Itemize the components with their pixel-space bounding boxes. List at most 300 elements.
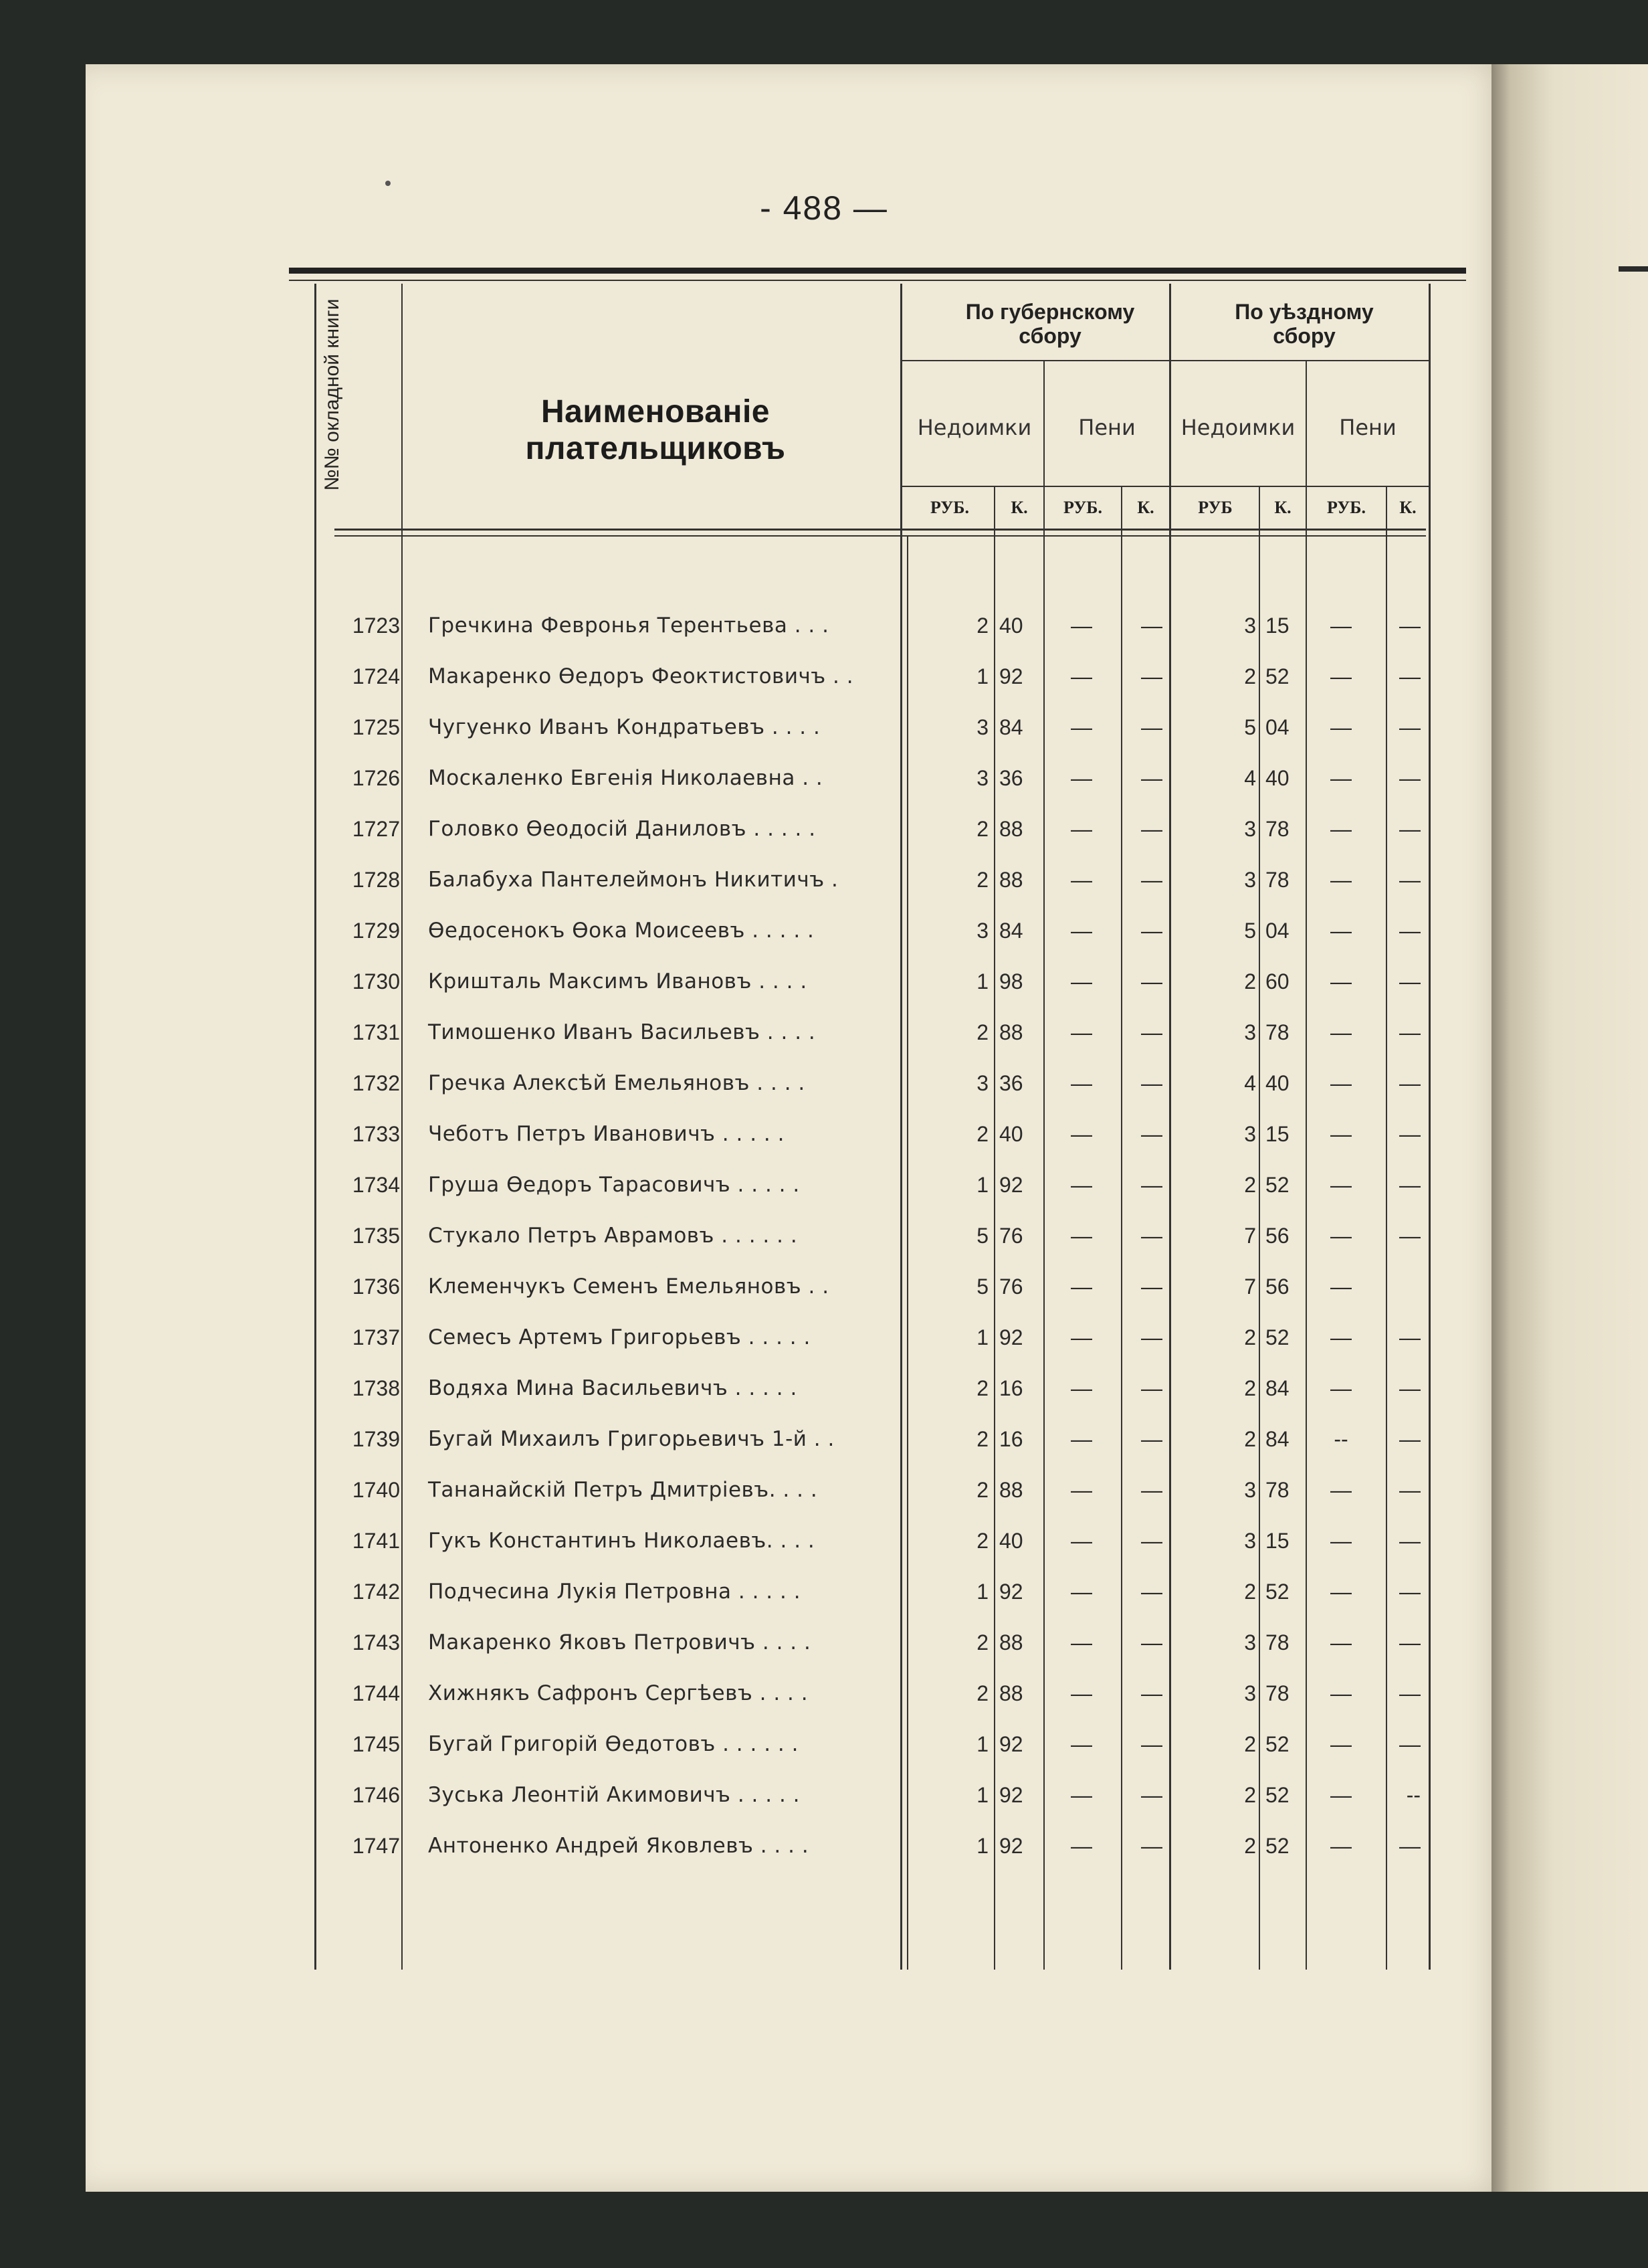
uezd-arrears-rub: 5 xyxy=(1244,919,1256,943)
table-row xyxy=(0,1566,1648,1617)
gub-arrears-rub: 1 xyxy=(976,969,989,994)
header-unit-6: К. xyxy=(1274,498,1292,517)
gub-penalty-kop: — xyxy=(1141,1274,1162,1299)
gub-penalty-kop: — xyxy=(1141,969,1162,994)
payer-name: Ѳедосенокъ Ѳока Моисеевъ . . . . . xyxy=(428,919,815,943)
uezd-penalty-kop: — xyxy=(1399,1529,1421,1553)
gub-penalty-rub: — xyxy=(1071,1224,1092,1248)
uezd-arrears-rub: 2 xyxy=(1244,1173,1256,1197)
book-number: 1725 xyxy=(352,715,400,739)
group-sub-rule xyxy=(900,360,1430,361)
table-row xyxy=(0,854,1648,905)
book-number: 1737 xyxy=(352,1325,400,1349)
payer-name: Чеботъ Петръ Ивановичъ . . . . . xyxy=(428,1122,785,1146)
uezd-arrears-kop: 60 xyxy=(1265,969,1290,994)
payer-name: Хижнякъ Сафронъ Сергѣевъ . . . . xyxy=(428,1681,809,1705)
gub-penalty-kop: — xyxy=(1141,1325,1162,1349)
gub-penalty-kop: — xyxy=(1141,1732,1162,1756)
uezd-arrears-kop: 56 xyxy=(1265,1224,1290,1248)
uezd-penalty-kop: — xyxy=(1399,1681,1421,1705)
gub-arrears-kop: 92 xyxy=(999,664,1023,688)
book-number: 1732 xyxy=(352,1071,400,1095)
gub-penalty-kop: — xyxy=(1141,664,1162,688)
gub-arrears-rub: 1 xyxy=(976,1732,989,1756)
table-row xyxy=(0,1770,1648,1820)
uezd-arrears-rub: 3 xyxy=(1244,1122,1256,1146)
gub-arrears-kop: 92 xyxy=(999,1580,1023,1604)
table-row xyxy=(0,804,1648,854)
header-gub-group: По губернскому сбору xyxy=(965,300,1135,348)
book-number: 1733 xyxy=(352,1122,400,1146)
uezd-penalty-kop: — xyxy=(1399,1071,1421,1095)
book-number: 1742 xyxy=(352,1580,400,1604)
table-row xyxy=(0,1312,1648,1363)
uezd-arrears-kop: 84 xyxy=(1265,1427,1290,1451)
table-row xyxy=(0,1464,1648,1515)
book-number: 1738 xyxy=(352,1376,400,1400)
uezd-penalty-kop: — xyxy=(1399,1427,1421,1451)
payer-name: Бугай Григорій Ѳедотовъ . . . . . . xyxy=(428,1732,799,1756)
payer-name: Москаленко Евгенія Николаевна . . xyxy=(428,766,823,790)
gub-penalty-kop: — xyxy=(1141,1478,1162,1502)
uezd-arrears-kop: 52 xyxy=(1265,1783,1290,1807)
payer-name: Головко Ѳеодосій Даниловъ . . . . . xyxy=(428,817,816,841)
book-number: 1727 xyxy=(352,817,400,841)
book-number: 1729 xyxy=(352,919,400,943)
gub-penalty-rub: — xyxy=(1071,1630,1092,1655)
uezd-arrears-rub: 3 xyxy=(1244,1681,1256,1705)
header-book-number: №№ окладной книги xyxy=(321,298,343,491)
book-number: 1735 xyxy=(352,1224,400,1248)
uezd-penalty-kop: — xyxy=(1399,1732,1421,1756)
header-uezd-nedoimki: Недоимки xyxy=(1180,415,1296,440)
uezd-penalty-rub: — xyxy=(1330,613,1352,638)
gub-penalty-rub: — xyxy=(1071,613,1092,638)
uezd-arrears-kop: 15 xyxy=(1265,1122,1290,1146)
uezd-penalty-rub: — xyxy=(1330,1376,1352,1400)
table-row xyxy=(0,1159,1648,1210)
gub-arrears-kop: 88 xyxy=(999,868,1023,892)
uezd-arrears-kop: 15 xyxy=(1265,613,1290,638)
table-row xyxy=(0,1617,1648,1668)
gub-penalty-rub: — xyxy=(1071,868,1092,892)
top-thin-rule xyxy=(289,280,1466,281)
gub-arrears-kop: 36 xyxy=(999,1071,1023,1095)
gub-arrears-kop: 40 xyxy=(999,1529,1023,1553)
payer-name: Макаренко Яковъ Петровичъ . . . . xyxy=(428,1630,811,1655)
gub-penalty-kop: — xyxy=(1141,1122,1162,1146)
gub-arrears-rub: 2 xyxy=(976,1122,989,1146)
payer-name: Груша Ѳедоръ Тарасовичъ . . . . . xyxy=(428,1173,800,1197)
payer-name: Водяха Мина Васильевичъ . . . . . xyxy=(428,1376,797,1400)
table-row xyxy=(0,753,1648,804)
uezd-arrears-kop: 52 xyxy=(1265,664,1290,688)
subhead-rule xyxy=(900,486,1430,487)
header-uezd-group: По уѣздному сбору xyxy=(1235,300,1374,348)
uezd-penalty-kop: — xyxy=(1399,664,1421,688)
gub-arrears-rub: 2 xyxy=(976,1478,989,1502)
uezd-arrears-rub: 5 xyxy=(1244,715,1256,739)
book-number: 1724 xyxy=(352,664,400,688)
page-number: - 488 — xyxy=(760,189,888,227)
gub-arrears-rub: 1 xyxy=(976,664,989,688)
uezd-penalty-kop xyxy=(1386,1261,1421,1312)
gub-penalty-kop: — xyxy=(1141,1020,1162,1044)
gub-penalty-kop: — xyxy=(1141,919,1162,943)
gub-arrears-kop: 92 xyxy=(999,1325,1023,1349)
payer-name: Семесъ Артемъ Григорьевъ . . . . . xyxy=(428,1325,811,1349)
uezd-penalty-kop: — xyxy=(1399,1376,1421,1400)
uezd-arrears-kop: 04 xyxy=(1265,715,1290,739)
uezd-arrears-kop: 40 xyxy=(1265,766,1290,790)
gub-arrears-rub: 2 xyxy=(976,1529,989,1553)
uezd-penalty-kop: — xyxy=(1399,613,1421,638)
uezd-arrears-rub: 3 xyxy=(1244,613,1256,638)
gub-penalty-rub: — xyxy=(1071,1427,1092,1451)
payer-name: Макаренко Ѳедоръ Феоктистовичъ . . xyxy=(428,664,854,688)
payer-name: Кришталь Максимъ Ивановъ . . . . xyxy=(428,969,807,994)
uezd-arrears-kop: 52 xyxy=(1265,1173,1290,1197)
gub-penalty-kop: — xyxy=(1141,1529,1162,1553)
uezd-penalty-rub: — xyxy=(1330,664,1352,688)
uezd-arrears-rub: 7 xyxy=(1244,1274,1256,1299)
uezd-penalty-kop: — xyxy=(1399,1224,1421,1248)
header-unit-8: К. xyxy=(1399,498,1417,517)
table-row xyxy=(0,1261,1648,1312)
payer-name: Чугуенко Иванъ Кондратьевъ . . . . xyxy=(428,715,821,739)
gub-arrears-rub: 1 xyxy=(976,1783,989,1807)
book-number: 1730 xyxy=(352,969,400,994)
uezd-penalty-rub: — xyxy=(1330,868,1352,892)
book-number: 1745 xyxy=(352,1732,400,1756)
gub-arrears-kop: 92 xyxy=(999,1173,1023,1197)
gub-arrears-kop: 88 xyxy=(999,1681,1023,1705)
book-number: 1744 xyxy=(352,1681,400,1705)
book-number: 1739 xyxy=(352,1427,400,1451)
uezd-penalty-kop: — xyxy=(1399,1122,1421,1146)
uezd-penalty-rub: — xyxy=(1330,1630,1352,1655)
uezd-penalty-rub: — xyxy=(1330,1580,1352,1604)
table-row xyxy=(0,1058,1648,1109)
gub-arrears-rub: 3 xyxy=(976,715,989,739)
uezd-arrears-kop: 40 xyxy=(1265,1071,1290,1095)
table-row xyxy=(0,1820,1648,1871)
gub-arrears-rub: 5 xyxy=(976,1274,989,1299)
gub-arrears-rub: 1 xyxy=(976,1173,989,1197)
gub-arrears-kop: 98 xyxy=(999,969,1023,994)
payer-name: Антоненко Андрей Яковлевъ . . . . xyxy=(428,1834,809,1858)
gub-penalty-rub: — xyxy=(1071,715,1092,739)
uezd-arrears-rub: 3 xyxy=(1244,817,1256,841)
uezd-penalty-rub: — xyxy=(1330,1325,1352,1349)
table-row xyxy=(0,1668,1648,1719)
uezd-arrears-rub: 2 xyxy=(1244,1580,1256,1604)
uezd-penalty-rub: — xyxy=(1330,1071,1352,1095)
gub-penalty-rub: — xyxy=(1071,969,1092,994)
uezd-penalty-kop: — xyxy=(1399,817,1421,841)
payer-name: Гречка Алексѣй Емельяновъ . . . . xyxy=(428,1071,805,1095)
uezd-arrears-rub: 4 xyxy=(1244,1071,1256,1095)
gub-arrears-rub: 1 xyxy=(976,1580,989,1604)
gub-penalty-rub: — xyxy=(1071,766,1092,790)
uezd-arrears-rub: 3 xyxy=(1244,1630,1256,1655)
uezd-arrears-rub: 4 xyxy=(1244,766,1256,790)
uezd-penalty-rub: — xyxy=(1330,1834,1352,1858)
gub-arrears-rub: 3 xyxy=(976,1071,989,1095)
gub-arrears-rub: 2 xyxy=(976,613,989,638)
uezd-arrears-kop: 78 xyxy=(1265,817,1290,841)
header-payers-name: Наименованіе плательщиковъ xyxy=(525,394,786,466)
gub-penalty-rub: — xyxy=(1071,1274,1092,1299)
header-unit-2: К. xyxy=(1011,498,1028,517)
gub-penalty-rub: — xyxy=(1071,1376,1092,1400)
uezd-arrears-rub: 3 xyxy=(1244,1478,1256,1502)
book-number: 1743 xyxy=(352,1630,400,1655)
uezd-penalty-kop: — xyxy=(1399,868,1421,892)
gub-arrears-kop: 76 xyxy=(999,1274,1023,1299)
gub-arrears-kop: 88 xyxy=(999,1478,1023,1502)
uezd-arrears-rub: 2 xyxy=(1244,1376,1256,1400)
uezd-penalty-kop: — xyxy=(1399,1630,1421,1655)
gub-arrears-rub: 1 xyxy=(976,1325,989,1349)
gub-arrears-kop: 40 xyxy=(999,613,1023,638)
ink-dot xyxy=(385,181,391,186)
uezd-penalty-rub: — xyxy=(1330,1173,1352,1197)
uezd-penalty-rub: — xyxy=(1330,1020,1352,1044)
uezd-arrears-kop: 78 xyxy=(1265,1478,1290,1502)
uezd-arrears-kop: 56 xyxy=(1265,1274,1290,1299)
uezd-penalty-rub: — xyxy=(1330,1122,1352,1146)
gub-penalty-kop: — xyxy=(1141,1071,1162,1095)
table-row xyxy=(0,1719,1648,1770)
uezd-arrears-kop: 52 xyxy=(1265,1325,1290,1349)
payer-name: Гречкина Февронья Терентьева . . . xyxy=(428,613,829,638)
uezd-arrears-rub: 2 xyxy=(1244,1783,1256,1807)
uezd-arrears-kop: 04 xyxy=(1265,919,1290,943)
table-row xyxy=(0,956,1648,1007)
top-thick-rule xyxy=(289,268,1466,274)
gub-arrears-kop: 84 xyxy=(999,919,1023,943)
uezd-arrears-kop: 78 xyxy=(1265,868,1290,892)
gub-penalty-rub: — xyxy=(1071,1173,1092,1197)
uezd-penalty-rub: — xyxy=(1330,817,1352,841)
gub-arrears-kop: 84 xyxy=(999,715,1023,739)
gub-arrears-kop: 16 xyxy=(999,1427,1023,1451)
gub-arrears-rub: 5 xyxy=(976,1224,989,1248)
table-row xyxy=(0,1210,1648,1261)
gub-arrears-rub: 2 xyxy=(976,1681,989,1705)
table-row xyxy=(0,1109,1648,1159)
uezd-arrears-rub: 2 xyxy=(1244,1732,1256,1756)
uezd-arrears-kop: 15 xyxy=(1265,1529,1290,1553)
uezd-arrears-rub: 7 xyxy=(1244,1224,1256,1248)
uezd-penalty-rub: — xyxy=(1330,1732,1352,1756)
header-unit-3: РУБ. xyxy=(1063,498,1102,517)
uezd-arrears-rub: 2 xyxy=(1244,1427,1256,1451)
header-unit-7: РУБ. xyxy=(1326,498,1366,517)
gub-arrears-rub: 3 xyxy=(976,766,989,790)
gub-penalty-kop: — xyxy=(1141,817,1162,841)
uezd-penalty-rub: — xyxy=(1330,919,1352,943)
uezd-penalty-kop: — xyxy=(1399,1478,1421,1502)
gub-arrears-rub: 2 xyxy=(976,1376,989,1400)
uezd-penalty-rub: — xyxy=(1330,766,1352,790)
gub-penalty-kop: — xyxy=(1141,1376,1162,1400)
gub-penalty-rub: — xyxy=(1071,1478,1092,1502)
gub-penalty-rub: — xyxy=(1071,919,1092,943)
header-unit-5: РУБ xyxy=(1198,498,1233,517)
gub-penalty-rub: — xyxy=(1071,1122,1092,1146)
header-uezd-peni: Пени xyxy=(1339,415,1397,440)
header-bottom-rule xyxy=(334,529,1426,531)
uezd-arrears-rub: 3 xyxy=(1244,1529,1256,1553)
uezd-arrears-rub: 2 xyxy=(1244,1325,1256,1349)
book-number: 1734 xyxy=(352,1173,400,1197)
gub-arrears-rub: 1 xyxy=(976,1834,989,1858)
uezd-penalty-rub: — xyxy=(1330,1478,1352,1502)
uezd-penalty-rub: — xyxy=(1330,1274,1352,1299)
gub-penalty-rub: — xyxy=(1071,1529,1092,1553)
gub-arrears-kop: 76 xyxy=(999,1224,1023,1248)
gub-penalty-kop: — xyxy=(1141,1224,1162,1248)
uezd-penalty-kop: — xyxy=(1399,1834,1421,1858)
gub-arrears-kop: 92 xyxy=(999,1834,1023,1858)
gub-arrears-rub: 3 xyxy=(976,919,989,943)
gub-penalty-kop: — xyxy=(1141,766,1162,790)
gub-arrears-rub: 2 xyxy=(976,1427,989,1451)
header-bottom-rule-2 xyxy=(334,535,1426,537)
gub-arrears-rub: 2 xyxy=(976,868,989,892)
header-gub-peni: Пени xyxy=(1078,415,1136,440)
book-number: 1723 xyxy=(352,613,400,638)
gub-arrears-kop: 88 xyxy=(999,817,1023,841)
gub-arrears-rub: 2 xyxy=(976,1020,989,1044)
gub-penalty-rub: — xyxy=(1071,817,1092,841)
book-number: 1736 xyxy=(352,1274,400,1299)
uezd-arrears-rub: 2 xyxy=(1244,664,1256,688)
gub-penalty-kop: — xyxy=(1141,868,1162,892)
book-number: 1741 xyxy=(352,1529,400,1553)
uezd-penalty-kop: -- xyxy=(1406,1783,1421,1807)
uezd-penalty-kop: — xyxy=(1399,1173,1421,1197)
gub-arrears-kop: 92 xyxy=(999,1732,1023,1756)
book-number: 1728 xyxy=(352,868,400,892)
table-row xyxy=(0,1515,1648,1566)
gub-penalty-kop: — xyxy=(1141,1681,1162,1705)
gub-penalty-kop: — xyxy=(1141,715,1162,739)
gub-penalty-kop: — xyxy=(1141,1427,1162,1451)
uezd-penalty-kop: — xyxy=(1399,1580,1421,1604)
gub-penalty-rub: — xyxy=(1071,1071,1092,1095)
uezd-penalty-rub: — xyxy=(1330,1681,1352,1705)
uezd-penalty-kop: — xyxy=(1399,1325,1421,1349)
gub-arrears-kop: 16 xyxy=(999,1376,1023,1400)
payer-name: Тананайскій Петръ Дмитріевъ. . . . xyxy=(428,1478,818,1502)
uezd-arrears-rub: 3 xyxy=(1244,1020,1256,1044)
table-row xyxy=(0,905,1648,956)
uezd-arrears-kop: 78 xyxy=(1265,1681,1290,1705)
table-row xyxy=(0,1363,1648,1414)
uezd-penalty-rub: — xyxy=(1330,1224,1352,1248)
uezd-arrears-kop: 84 xyxy=(1265,1376,1290,1400)
uezd-penalty-rub: — xyxy=(1330,1529,1352,1553)
gub-penalty-rub: — xyxy=(1071,1783,1092,1807)
gub-penalty-rub: — xyxy=(1071,1681,1092,1705)
gub-arrears-kop: 88 xyxy=(999,1630,1023,1655)
payer-name: Стукало Петръ Аврамовъ . . . . . . xyxy=(428,1224,798,1248)
gub-arrears-kop: 88 xyxy=(999,1020,1023,1044)
payer-name: Подчесина Лукія Петровна . . . . . xyxy=(428,1580,801,1604)
gub-arrears-kop: 36 xyxy=(999,766,1023,790)
table-row xyxy=(0,1414,1648,1464)
uezd-penalty-rub: — xyxy=(1330,969,1352,994)
book-number: 1740 xyxy=(352,1478,400,1502)
header-gub-nedoimki: Недоимки xyxy=(917,415,1032,440)
facing-page-rule xyxy=(1619,266,1648,272)
gub-penalty-rub: — xyxy=(1071,1580,1092,1604)
uezd-penalty-kop: — xyxy=(1399,919,1421,943)
gub-penalty-rub: — xyxy=(1071,1834,1092,1858)
book-number: 1726 xyxy=(352,766,400,790)
book-number: 1746 xyxy=(352,1783,400,1807)
gub-penalty-rub: — xyxy=(1071,664,1092,688)
gub-arrears-kop: 92 xyxy=(999,1783,1023,1807)
uezd-arrears-rub: 3 xyxy=(1244,868,1256,892)
uezd-penalty-kop: — xyxy=(1399,715,1421,739)
gub-penalty-kop: — xyxy=(1141,1173,1162,1197)
gub-penalty-kop: — xyxy=(1141,1580,1162,1604)
table-row xyxy=(0,651,1648,702)
gub-penalty-kop: — xyxy=(1141,613,1162,638)
uezd-penalty-rub: — xyxy=(1330,1783,1352,1807)
gub-penalty-rub: — xyxy=(1071,1020,1092,1044)
gub-penalty-rub: — xyxy=(1071,1325,1092,1349)
gub-penalty-kop: — xyxy=(1141,1783,1162,1807)
header-unit-4: К. xyxy=(1137,498,1154,517)
uezd-penalty-kop: — xyxy=(1399,1020,1421,1044)
gub-penalty-kop: — xyxy=(1141,1630,1162,1655)
gub-arrears-kop: 40 xyxy=(999,1122,1023,1146)
uezd-arrears-rub: 2 xyxy=(1244,969,1256,994)
uezd-arrears-kop: 52 xyxy=(1265,1580,1290,1604)
table-row xyxy=(0,600,1648,651)
uezd-arrears-kop: 78 xyxy=(1265,1020,1290,1044)
gub-penalty-rub: — xyxy=(1071,1732,1092,1756)
payer-name: Зуська Леонтій Акимовичъ . . . . . xyxy=(428,1783,801,1807)
book-number: 1731 xyxy=(352,1020,400,1044)
uezd-arrears-rub: 2 xyxy=(1244,1834,1256,1858)
payer-name: Гукъ Константинъ Николаевъ. . . . xyxy=(428,1529,815,1553)
payer-name: Бугай Михаилъ Григорьевичъ 1-й . . xyxy=(428,1427,835,1451)
uezd-penalty-kop: — xyxy=(1399,766,1421,790)
header-unit-1: РУБ. xyxy=(930,498,969,517)
uezd-penalty-rub: — xyxy=(1330,715,1352,739)
gub-arrears-rub: 2 xyxy=(976,1630,989,1655)
payer-name: Балабуха Пантелеймонъ Никитичъ . xyxy=(428,868,839,892)
book-number: 1747 xyxy=(352,1834,400,1858)
uezd-arrears-kop: 52 xyxy=(1265,1834,1290,1858)
gub-penalty-kop: — xyxy=(1141,1834,1162,1858)
uezd-penalty-kop: — xyxy=(1399,969,1421,994)
payer-name: Клеменчукъ Семенъ Емельяновъ . . xyxy=(428,1274,829,1299)
table-row xyxy=(0,1007,1648,1058)
table-row xyxy=(0,702,1648,753)
uezd-penalty-rub: -- xyxy=(1334,1427,1348,1451)
uezd-arrears-kop: 52 xyxy=(1265,1732,1290,1756)
payer-name: Тимошенко Иванъ Васильевъ . . . . xyxy=(428,1020,816,1044)
uezd-arrears-kop: 78 xyxy=(1265,1630,1290,1655)
gub-arrears-rub: 2 xyxy=(976,817,989,841)
